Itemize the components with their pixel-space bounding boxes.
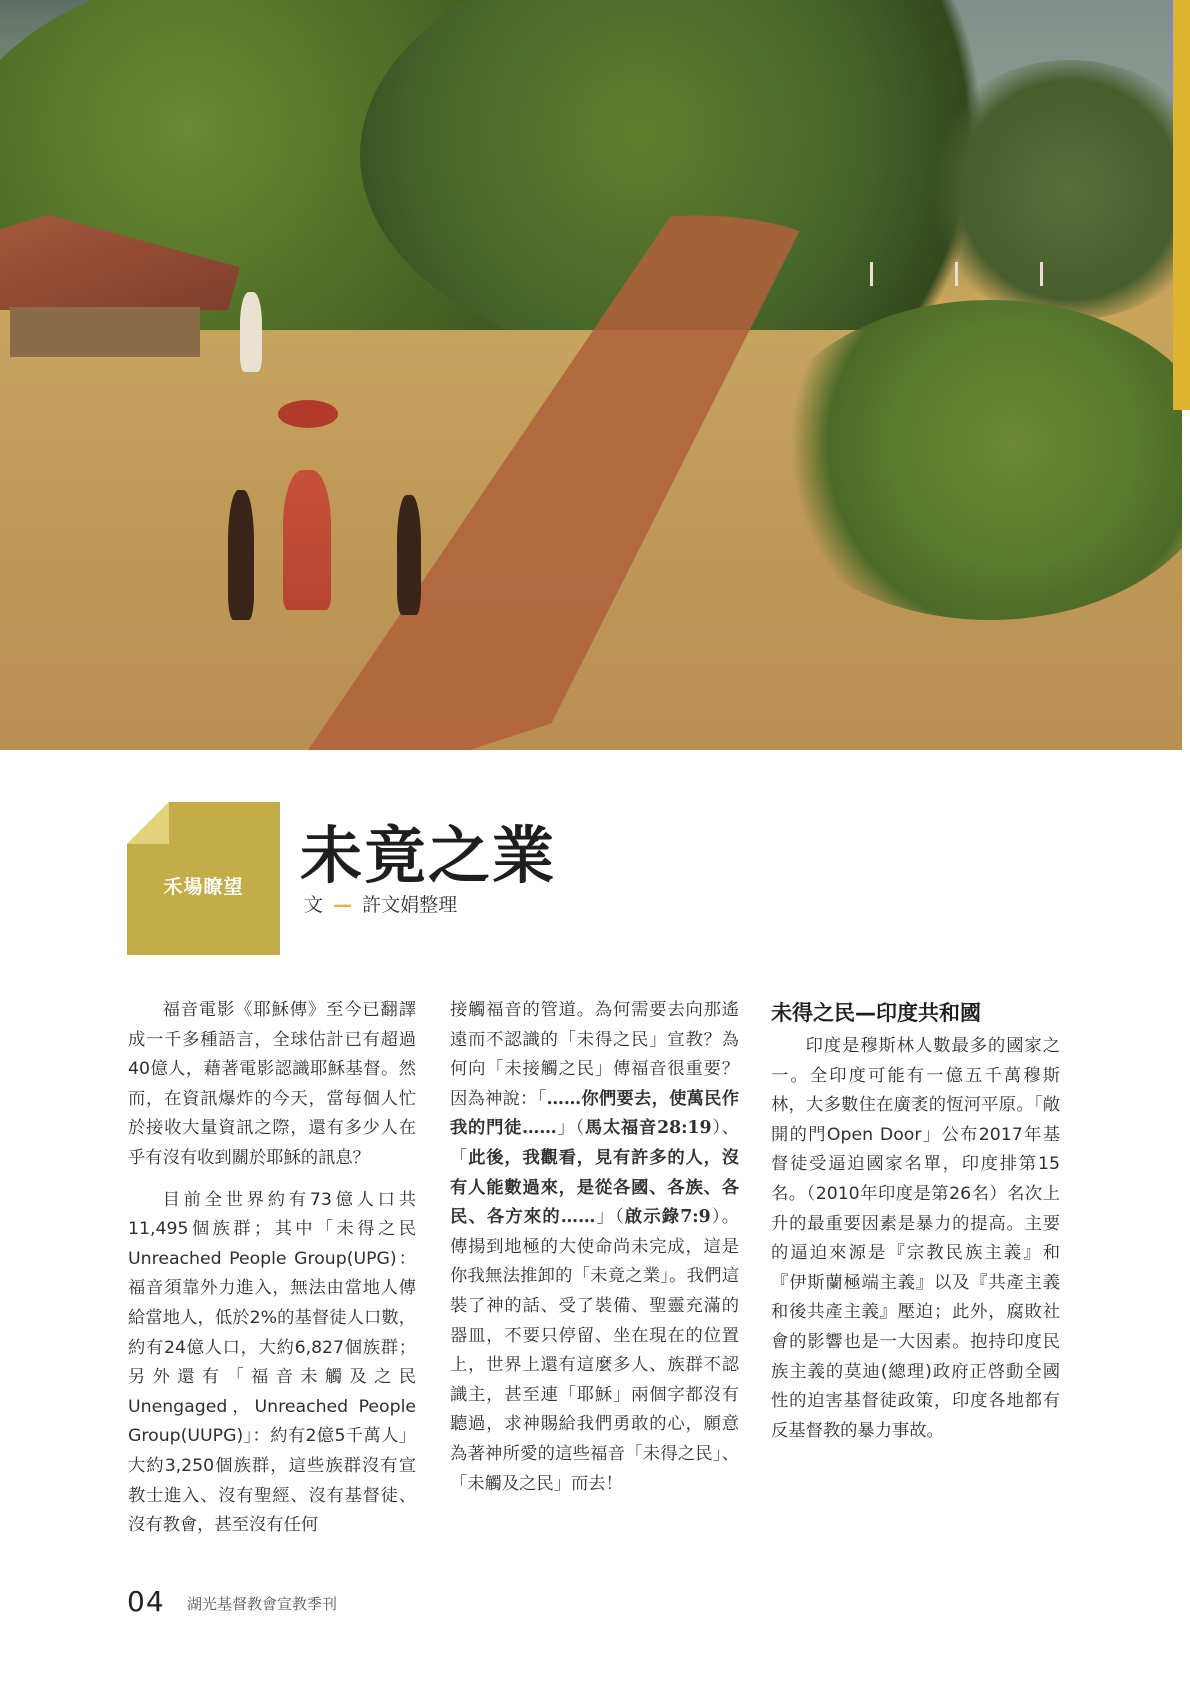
text: ）、「 [450, 1118, 739, 1168]
photo-fence-post [870, 262, 873, 286]
photo-child [228, 490, 254, 620]
photo-fence-post [955, 262, 958, 286]
scripture-quote: 此後，我觀看，見有許多的人，沒有人能數過來，是從各國、各族、各民、各方來的…… [450, 1147, 739, 1228]
scripture-quote: ……你們要去，使萬民作我的門徒…… [450, 1088, 739, 1139]
publication-name: 湖光基督教會宣教季刊 [187, 1595, 338, 1613]
hero-photo [0, 0, 1182, 750]
article-column-1 [128, 996, 416, 1541]
photo-child [397, 495, 421, 615]
scripture-reference: 馬太福音28:19 [584, 1118, 712, 1139]
paragraph: 福音電影《耶穌傳》至今已翻譯成一千多種語言，全球估計已有超過40億人，藉著電影認識耶穌基督。然而，在資訊爆炸的今天，當每個人忙於接收大量資訊之際，還有多少人在乎有沒有收到關於耶穌的訊息？ [128, 1000, 416, 1168]
byline-author: 許文娟整理 [362, 894, 458, 916]
paragraph: 目前全世界約有73億人口共11,495個族群；其中「未得之民Unreached People Group(UPG)：福音須靠外力進入，無法由當地人傳給當地人，低於2%的基督徒人口數，約有24億人口，大約6,827個族群；另外還有「福音未觸及之民Unengaged，Unreached People Group(UUPG)」：約有2億5千萬人」大約3,250個族群，這些族群沒有宣教士進入、沒有聖經、沒有基督徒、沒有教會，甚至沒有任何 [128, 1189, 416, 1536]
article-column-2 [450, 996, 739, 1499]
accent-bar [1173, 0, 1190, 410]
column-tag: 禾場瞭望 [163, 876, 244, 898]
page-number: 04 [127, 1585, 165, 1618]
photo-hut-wall [10, 307, 200, 357]
photo-basket [278, 400, 338, 428]
article-column-3 [771, 996, 1060, 1446]
byline-dash: — [333, 894, 353, 916]
page-title: 未竟之業 [300, 819, 557, 892]
text: 接觸福音的管道。為何需要去向那遙遠而不認識的「未得之民」宣教？為何向「未接觸之民」傳福音很重要？因為神說：「 [450, 1000, 739, 1109]
text: 」（ [556, 1118, 585, 1139]
photo-man [240, 292, 262, 372]
folder-fold-icon [127, 802, 169, 844]
scripture-reference: 啟示錄7:9 [624, 1207, 711, 1228]
text: ）。傳揚到地極的大使命尚未完成，這是你我無法推卸的「未竟之業」。我們這裝了神的話、受了裝備、聖靈充滿的器皿，不要只停留、坐在現在的位置上，世界上還有這麼多人、族群不認識主，甚至連「耶穌」兩個字都沒有聽過，求神賜給我們勇敢的心，願意為著神所愛的這些福音「未得之民」、「未觸及之民」而去！ [450, 1207, 739, 1494]
photo-hut [0, 215, 240, 355]
photo-woman [283, 470, 331, 610]
text: 」（ [595, 1207, 625, 1228]
section-heading: 未得之民—印度共和國 [771, 1001, 981, 1025]
byline [304, 890, 457, 917]
photo-hut-roof [0, 215, 240, 310]
paragraph [450, 996, 739, 1499]
photo-fence-post [1040, 262, 1043, 286]
byline-prefix: 文 [304, 894, 324, 916]
paragraph: 印度是穆斯林人數最多的國家之一。全印度可能有一億五千萬穆斯林，大多數住在廣袤的恆河平原。「敞開的門Open Door」公布2017年基督徒受逼迫國家名單，印度排第15名。（2010年印度是第26名）名次上升的最重要因素是暴力的提高。主要的逼迫來源是『宗教民族主義』和『伊斯蘭極端主義』以及『共產主義和後共產主義』壓迫；此外，腐敗社會的影響也是一大因素。抱持印度民族主義的莫迪(總理)政府正啓動全國性的迫害基督徒政策，印度各地都有反基督教的暴力事故。 [771, 1036, 1060, 1441]
